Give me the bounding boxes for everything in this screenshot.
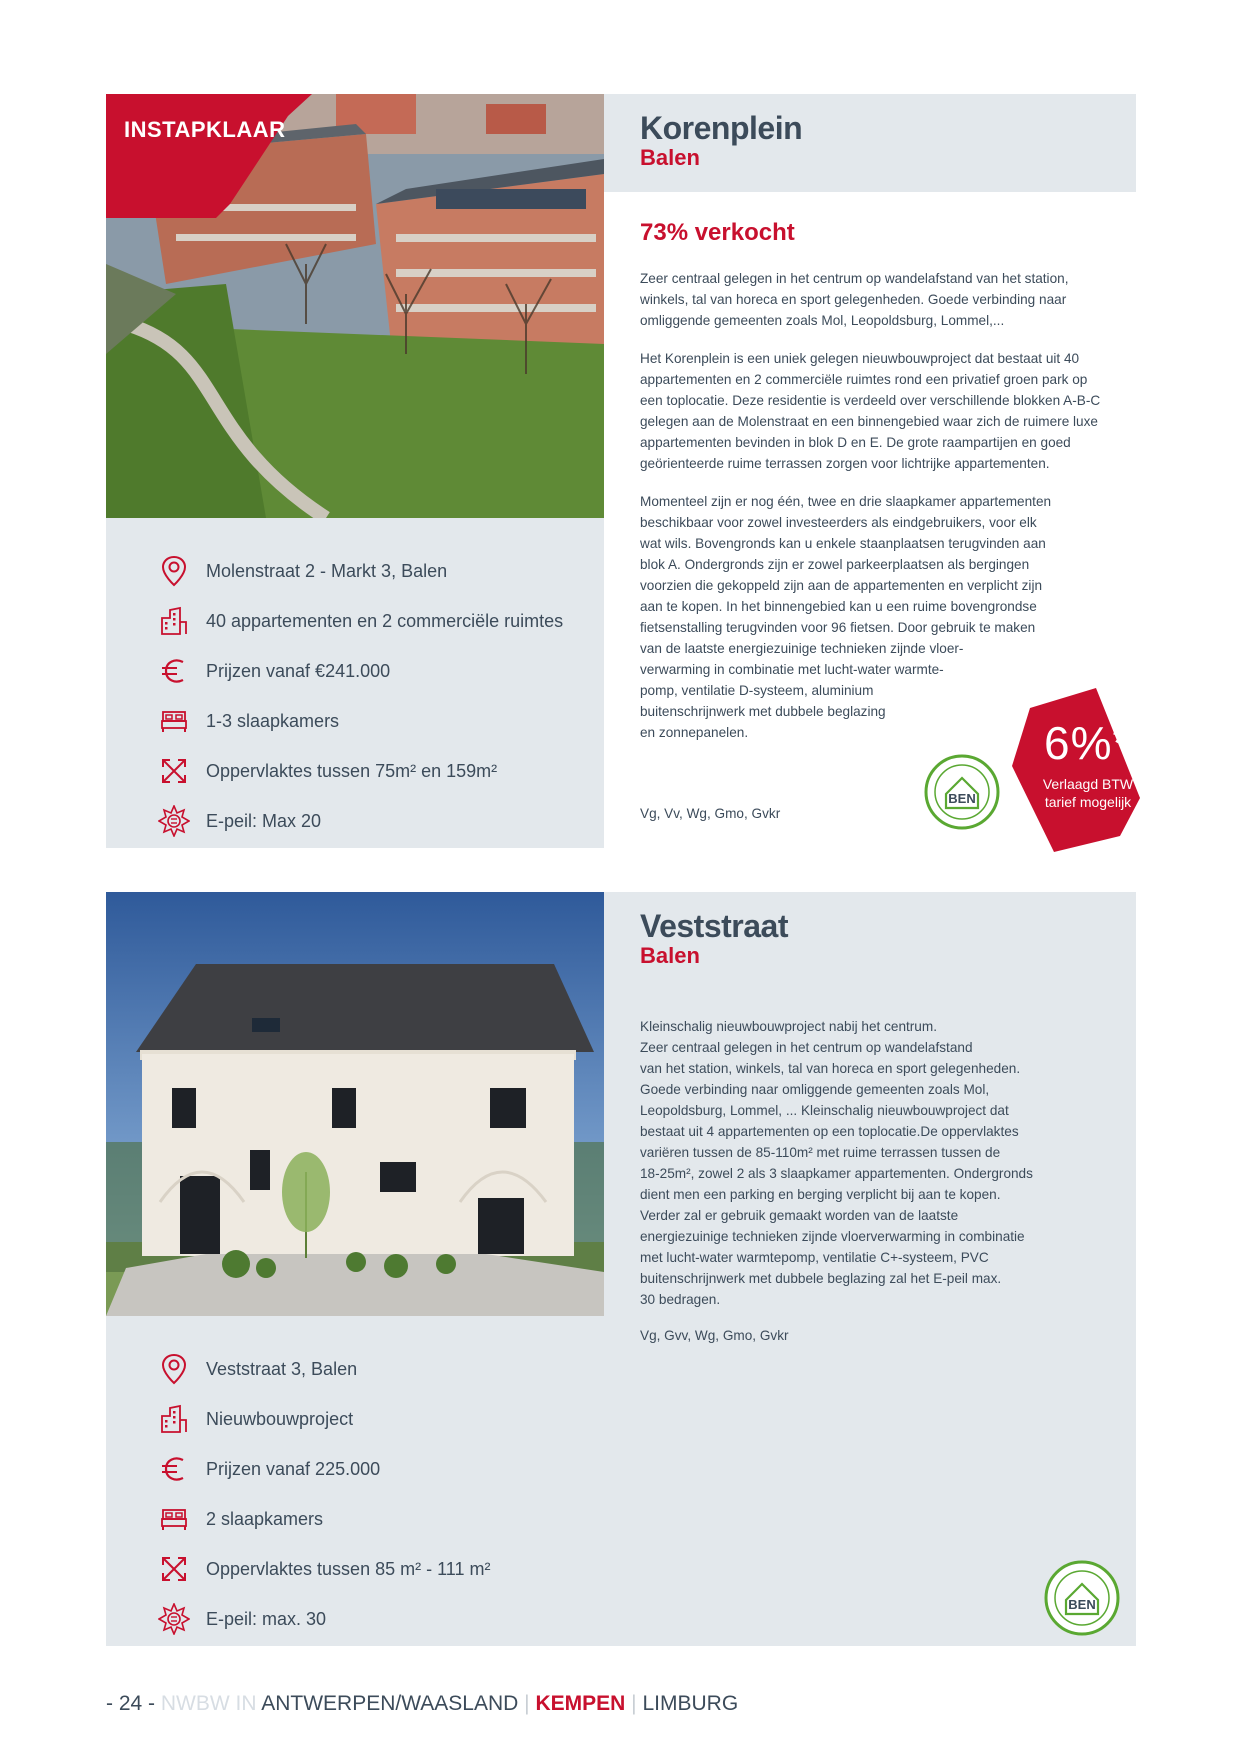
instapklaar-label: INSTAPKLAAR	[124, 117, 286, 142]
page-number: - 24 -	[106, 1692, 156, 1715]
sold-percentage: 73% verkocht	[640, 219, 795, 246]
korenplein-description	[640, 268, 1110, 743]
ben-logo	[924, 754, 1000, 830]
spec-epeil	[158, 796, 604, 846]
spec-price	[158, 1444, 604, 1494]
description-paragraph: Momenteel zijn er nog één, twee en drie slaapkamer appartementen beschikbaar voor zowel investeerders als eindgebruikers, voor elk wat wils. Bovengronds kan u enkele staanplaatsen terugvinden aan blok A. Ondergronds zijn er zowel parkeerplaatsen als bergingen voorzien die gekoppeld zijn aan de appartementen en verplicht zijn aan te kopen. In het binnengebied kan u een ruime bovengrondse fietsenstalling terugvinden voor 96 fietsen. Door gebruik te maken van de laatste energiezuinige technieken zijnde vloer- verwarming in combinatie met lucht-water warmte- pomp, ventilatie D-systeem, aluminium buitenschrijnwerk met dubbele beglazing en zonnepanelen.	[640, 494, 1052, 740]
energy-sun-icon	[158, 1603, 190, 1635]
spec-bedrooms	[158, 696, 604, 746]
vat-line-1: Verlaagd BTW	[1042, 776, 1134, 792]
description-paragraph: Het Korenplein is een uniek gelegen nieuwbouwproject dat bestaat uit 40 appartementen en 2 commerciële ruimtes rond een privatief groen park op een toplocatie. Deze residentie is verdeeld over verschillende blokken A-B-C gelegen aan de Molenstraat en een binnengebied waar zich de ruimere luxe appartementen bevinden in blok D en E. De grote raampartijen en goed geörienteerde ruime terrassen zorgen voor lichtrijke appartementen.	[640, 351, 1101, 471]
spec-bedrooms-text: 2 slaapkamers	[206, 1508, 324, 1529]
spec-price-text: Prijzen vanaf €241.000	[206, 660, 391, 681]
footer-prefix: NWBW IN	[160, 1692, 257, 1715]
spec-units	[158, 1394, 604, 1444]
veststraat-specs	[106, 1316, 604, 1646]
bed-icon	[158, 1503, 190, 1535]
page-footer	[106, 1692, 738, 1716]
euro-icon	[158, 655, 190, 687]
feature-codes: Vg, Vv, Wg, Gmo, Gvkr	[640, 806, 781, 821]
expand-arrows-icon	[158, 1553, 190, 1585]
spec-surface-text: Oppervlaktes tussen 85 m² - 111 m²	[206, 1558, 491, 1579]
footer-separator: |	[524, 1692, 530, 1715]
spec-epeil-text: E-peil: Max 20	[206, 810, 322, 831]
building-icon	[158, 1403, 190, 1435]
spec-units	[158, 596, 604, 646]
spec-units-text: 40 appartementen en 2 commerciële ruimtes	[206, 610, 564, 631]
description-paragraph: Zeer centraal gelegen in het centrum op wandelafstand van het station, winkels, tal van horeca en sport gelegenheden. Goede verbinding naar omliggende gemeenten zoals Mol, Leopoldsburg, Lommel,...	[640, 271, 1069, 328]
veststraat-title-band	[604, 892, 1136, 990]
vat-line-2: tarief mogelijk	[1044, 794, 1132, 810]
spec-surface	[158, 1544, 604, 1594]
location-pin-icon	[158, 1353, 190, 1385]
spec-address-text: Veststraat 3, Balen	[206, 1358, 358, 1379]
spec-address-text: Molenstraat 2 - Markt 3, Balen	[206, 560, 448, 581]
spec-bedrooms-text: 1-3 slaapkamers	[206, 710, 340, 731]
spec-address	[158, 546, 604, 596]
spec-surface	[158, 746, 604, 796]
energy-sun-icon	[158, 805, 190, 837]
spec-address	[158, 1344, 604, 1394]
vat-percentage: 6%*	[1044, 717, 1132, 769]
project-title: Veststraat	[640, 908, 788, 944]
region-kempen[interactable]: KEMPEN	[535, 1692, 626, 1715]
spec-epeil	[158, 1594, 604, 1644]
veststraat-info	[604, 892, 1136, 1646]
project-veststraat	[106, 892, 1136, 1646]
project-title: Korenplein	[640, 110, 803, 146]
spec-bedrooms	[158, 1494, 604, 1544]
spec-epeil-text: E-peil: max. 30	[206, 1608, 327, 1629]
spec-price	[158, 646, 604, 696]
spec-units-text: Nieuwbouwproject	[206, 1408, 354, 1429]
region-antwerpen-waasland[interactable]: ANTWERPEN/WAASLAND	[261, 1692, 519, 1715]
spec-surface-text: Oppervlaktes tussen 75m² en 159m²	[206, 760, 498, 781]
veststraat-description: Kleinschalig nieuwbouwproject nabij het centrum. Zeer centraal gelegen in het centrum op wandelafstand van het station, winkels, tal van horeca en sport gelegenheden. Goede verbinding naar omliggende gemeenten zoals Mol, Leopoldsburg, Lommel, ... Kleinschalig nieuwbouwproject dat bestaat uit 4 appartementen op een toplocatie.De oppervlaktes variëren tussen de 85-110m² met ruime terrassen tussen de 18-25m², zowel 2 als 3 slaapkamer appartementen. Ondergronds dient men een parking en berging verplicht bij aan te kopen. Verder zal er gebruik gemaakt worden van de laatste energiezuinige technieken zijnde vloerverwarming in combinatie met lucht-water warmtepomp, ventilatie C+-systeem, PVC buitenschrijnwerk met dubbele beglazing zal het E-peil max. 30 bedragen.	[640, 1019, 1033, 1307]
euro-icon	[158, 1453, 190, 1485]
expand-arrows-icon	[158, 755, 190, 787]
feature-codes: Vg, Gvv, Wg, Gmo, Gvkr	[640, 1328, 789, 1343]
spec-price-text: Prijzen vanaf 225.000	[206, 1458, 381, 1479]
building-icon	[158, 605, 190, 637]
project-city: Balen	[640, 943, 700, 968]
instapklaar-ribbon	[106, 94, 312, 218]
bed-icon	[158, 705, 190, 737]
korenplein-title-band	[604, 94, 1136, 192]
veststraat-photo	[106, 892, 604, 1316]
region-limburg[interactable]: LIMBURG	[642, 1692, 739, 1715]
ben-logo-label: BEN	[1068, 1597, 1096, 1612]
footer-separator: |	[631, 1692, 637, 1715]
location-pin-icon	[158, 555, 190, 587]
korenplein-specs	[106, 518, 604, 848]
ben-logo	[1044, 1560, 1120, 1636]
ben-logo-label: BEN	[948, 791, 976, 806]
project-city: Balen	[640, 145, 700, 170]
